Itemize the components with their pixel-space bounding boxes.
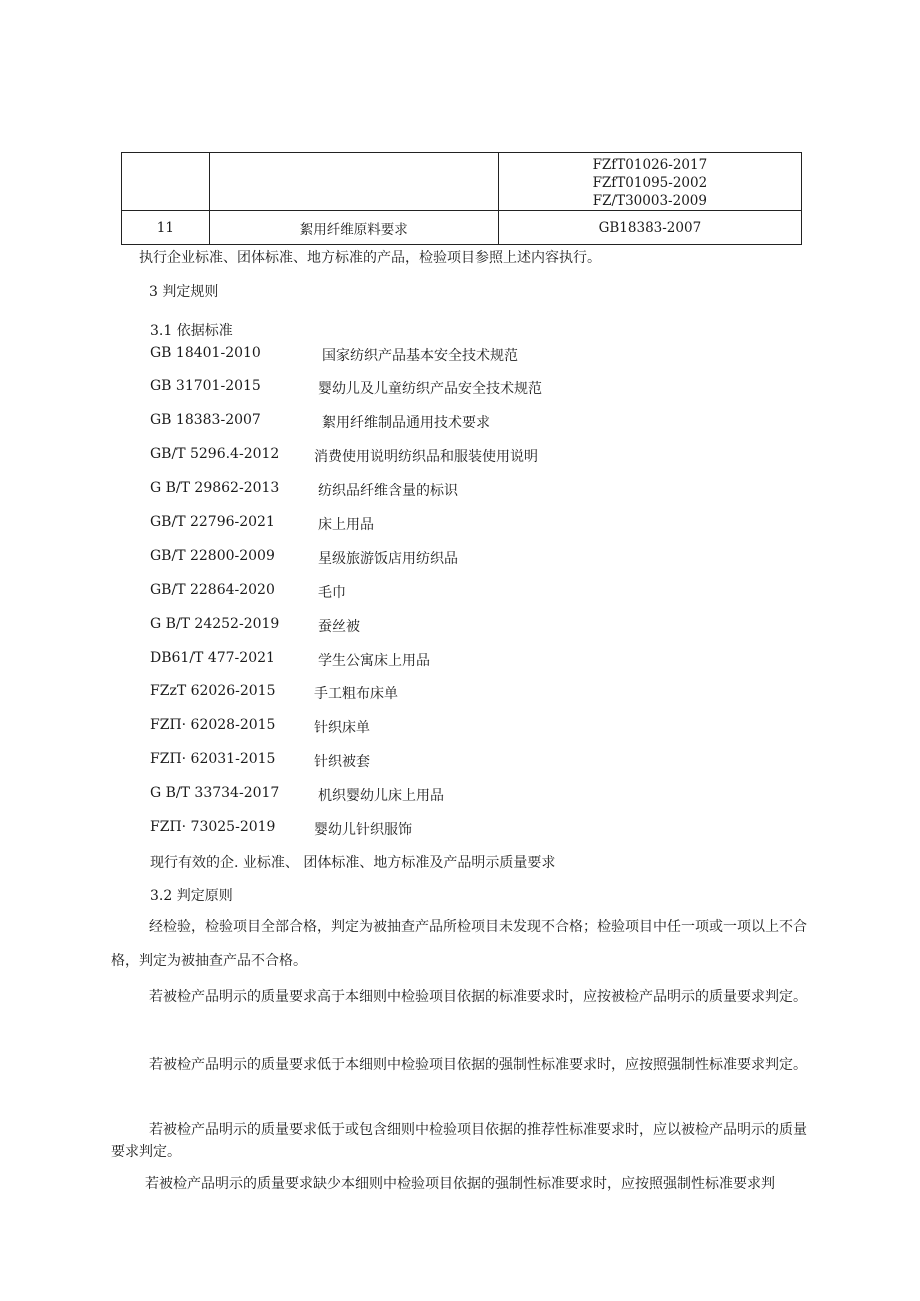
standards-note: 现行有效的企. 业标准、 团体标准、地方标准及产品明示质量要求 <box>150 855 556 871</box>
standard-title: 婴幼儿针织服饰 <box>314 822 412 838</box>
paragraph-text: 若被检产品明示的质量要求低于本细则中检验项目依据的强制性标准要求时，应按照强制性标准要求判定。 <box>149 1057 807 1073</box>
standard-title: 针织被套 <box>314 754 370 770</box>
paragraph-text: 若被检产品明示的质量要求低于或包含细则中检验项目依据的推荐性标准要求时，应以被检产品明示的质量要求判定。 <box>111 1122 807 1160</box>
standard-code: FZfT01095-2002 <box>592 175 708 191</box>
table-cell-standards: GB18383-2007 <box>498 211 801 245</box>
standard-code: G B/T 33734-2017 <box>150 785 280 801</box>
standard-code: GB/T 5296.4-2012 <box>150 446 280 462</box>
subsection-heading: 3.1 依据标准 <box>150 323 233 339</box>
paragraph <box>111 1119 816 1163</box>
section-heading: 3 判定规则 <box>149 284 219 300</box>
standard-title: 消费使用说明纺织品和服装使用说明 <box>314 449 538 465</box>
standard-title: 蚕丝被 <box>318 619 360 635</box>
table-row <box>122 211 802 245</box>
standard-code: GB/T 22796-2021 <box>150 514 275 530</box>
standard-code: FZΠ· 62028-2015 <box>150 717 276 733</box>
standard-title: 毛巾 <box>318 585 346 601</box>
standard-title: 星级旅游饭店用纺织品 <box>318 551 458 567</box>
paragraph <box>111 980 816 1014</box>
standard-code: GB 31701-2015 <box>150 378 261 394</box>
paragraph-text: 若被检产品明示的质量要求高于本细则中检验项目依据的标准要求时，应按被检产品明示的质量要求判定。 <box>149 989 807 1005</box>
standard-title: 手工粗布床单 <box>314 686 398 702</box>
standard-code: FZ/T30003-2009 <box>592 193 707 209</box>
table-cell-item <box>209 153 498 211</box>
standard-code: FZfT01026-2017 <box>592 157 708 173</box>
paragraph-text: 经检验，检验项目全部合格，判定为被抽查产品所检项目未发现不合格；检验项目中任一项或一项以上不合格，判定为被抽查产品不合格。 <box>111 919 807 969</box>
paragraph <box>111 1048 816 1082</box>
standard-title: 床上用品 <box>318 517 374 533</box>
standard-code: G B/T 29862-2013 <box>150 480 280 496</box>
table-cell-index: 11 <box>122 211 210 245</box>
inspection-table <box>121 152 802 245</box>
subsection-heading: 3.2 判定原则 <box>150 888 233 904</box>
standard-title: 絮用纤维制品通用技术要求 <box>322 415 490 431</box>
standard-title: 国家纺织产品基本安全技术规范 <box>322 348 518 364</box>
standard-code: FZΠ· 62031-2015 <box>150 751 276 767</box>
standard-title: 婴幼儿及儿童纺织产品安全技术规范 <box>318 381 542 397</box>
table-cell-standards <box>498 153 801 211</box>
table-cell-index <box>122 153 210 211</box>
standard-title: 机织婴幼儿床上用品 <box>318 788 444 804</box>
paragraph <box>111 1173 816 1195</box>
table-row <box>122 153 802 211</box>
standard-title: 纺织品纤维含量的标识 <box>318 483 458 499</box>
standard-code: GB/T 22864-2020 <box>150 582 275 598</box>
standard-title: 针织床单 <box>314 720 370 736</box>
standard-code: FZzT 62026-2015 <box>150 683 276 699</box>
note-after-table: 执行企业标准、团体标准、地方标准的产品，检验项目参照上述内容执行。 <box>139 250 601 266</box>
table-cell-item: 絮用纤维原料要求 <box>209 211 498 245</box>
standard-code: DB61/T 477-2021 <box>150 650 275 666</box>
standard-code: GB/T 22800-2009 <box>150 548 275 564</box>
standard-code: GB 18401-2010 <box>150 345 261 361</box>
standard-code: FZΠ· 73025-2019 <box>150 819 276 835</box>
standard-title: 学生公寓床上用品 <box>318 653 430 669</box>
standard-code: G B/T 24252-2019 <box>150 616 280 632</box>
paragraph <box>111 910 816 978</box>
standard-code: GB 18383-2007 <box>150 412 261 428</box>
paragraph-text: 若被检产品明示的质量要求缺少本细则中检验项目依据的强制性标准要求时，应按照强制性标准要求判 <box>145 1176 775 1192</box>
